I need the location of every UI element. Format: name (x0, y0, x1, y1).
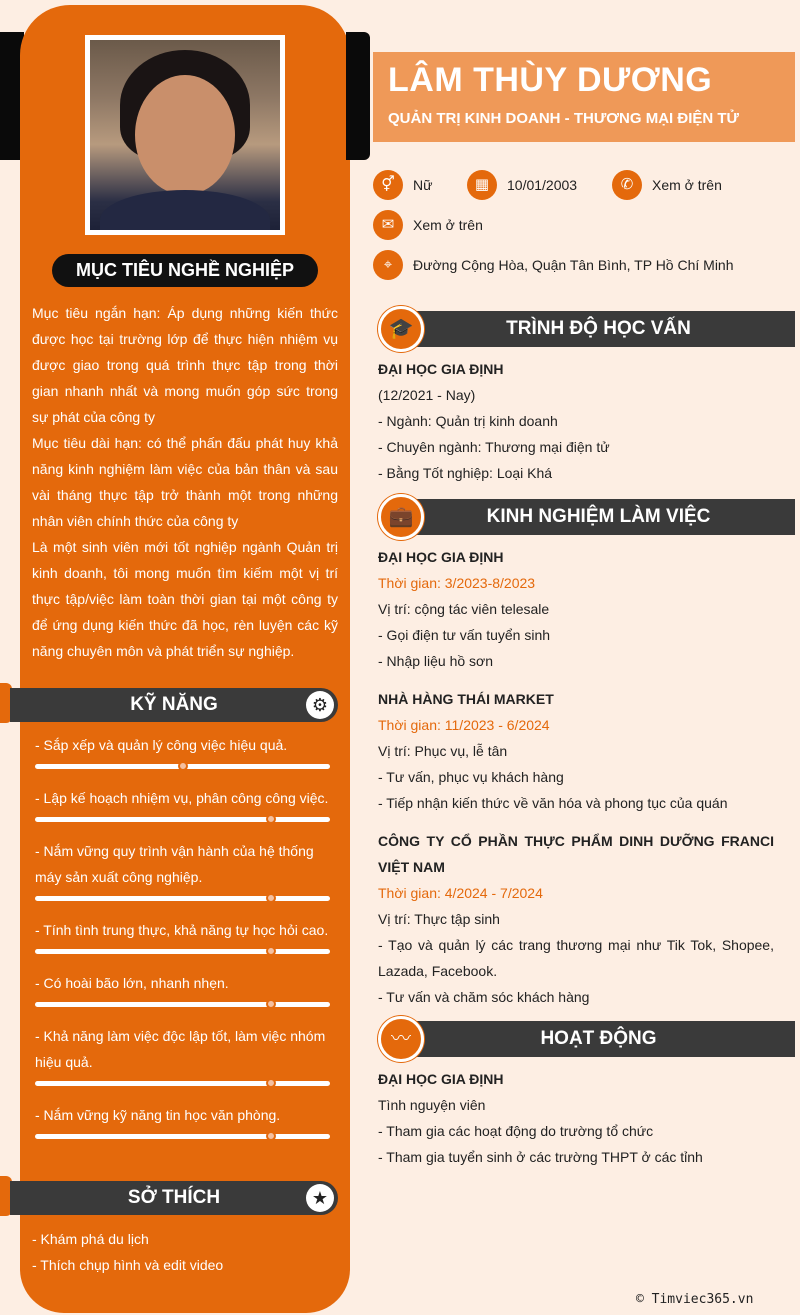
job-company: ĐẠI HỌC GIA ĐỊNH (378, 549, 504, 565)
activity-line: - Tham gia tuyển sinh ở các trường THPT ở các tỉnh (378, 1149, 703, 1165)
job-line: - Tạo và quản lý các trang thương mại như Tik Tok, Shopee, Lazada, Facebook. (378, 937, 774, 979)
experience-job (378, 544, 774, 674)
graduation-cap-icon: 🎓 (378, 306, 424, 352)
objective-text (32, 300, 338, 664)
skill-bar (35, 817, 330, 822)
candidate-name: LÂM THÙY DƯƠNG (388, 61, 713, 99)
job-time: Thời gian: 4/2024 - 7/2024 (378, 885, 543, 901)
job-line: - Nhập liệu hồ sơn (378, 653, 494, 669)
phone-value: Xem ở trên (652, 177, 722, 193)
skill-knob (266, 1078, 276, 1088)
hobbies-header (10, 1181, 338, 1215)
education-line: - Bằng Tốt nghiệp: Loại Khá (378, 465, 553, 481)
activity-line: Tình nguyện viên (378, 1097, 486, 1113)
skill-knob (178, 761, 188, 771)
activities-section (378, 1066, 774, 1170)
skill-knob (266, 946, 276, 956)
avatar (85, 35, 285, 235)
briefcase-icon: 💼 (378, 494, 424, 540)
education-line: - Chuyên ngành: Thương mại điện tử (378, 439, 610, 455)
email-icon: ✉ (373, 210, 403, 240)
activity-pulse-icon: 〰 (378, 1016, 424, 1062)
experience-job (378, 686, 774, 816)
phone-icon: ✆ (612, 170, 642, 200)
email-value: Xem ở trên (413, 217, 483, 233)
skill-bar (35, 949, 330, 954)
candidate-role: QUẢN TRỊ KINH DOANH - THƯƠNG MẠI ĐIỆN TỬ (388, 110, 739, 127)
activities-header (410, 1021, 795, 1057)
hobby-item: - Thích chụp hình và edit video (32, 1257, 224, 1273)
objective-paragraph: Mục tiêu dài hạn: có thể phấn đấu phát huy khả năng kinh nghiệm làm việc của bản thân và sau vài tháng thực tập trở thành một trong những nhân viên chính thức của công ty (32, 435, 338, 529)
skill-bar (35, 1081, 330, 1086)
objective-paragraph: Là một sinh viên mới tốt nghiệp ngành Quản trị kinh doanh, tôi mong muốn tìm kiếm một vị trí thực tập/việc làm toàn thời gian tại một công ty để ứng dụng kiến thức đã học, rèn luyện các kỹ năng chuyên môn và phát triển sự nghiệp. (32, 539, 338, 659)
skill-knob (266, 814, 276, 824)
job-time: Thời gian: 3/2023-8/2023 (378, 575, 536, 591)
objective-title: MỤC TIÊU NGHỀ NGHIỆP (52, 254, 318, 287)
activities-title: HOẠT ĐỘNG (540, 1028, 657, 1049)
skill-knob (266, 893, 276, 903)
decor-bar-right (346, 32, 370, 160)
address-value: Đường Cộng Hòa, Quận Tân Bình, TP Hồ Chí Minh (413, 257, 734, 273)
star-icon: ★ (306, 1184, 334, 1212)
gender-icon: ⚥ (373, 170, 403, 200)
job-line: Vị trí: cộng tác viên telesale (378, 601, 550, 617)
skill-item: - Có hoài bão lớn, nhanh nhẹn. (35, 975, 229, 991)
job-line: - Tư vấn, phục vụ khách hàng (378, 769, 564, 785)
skill-bar (35, 1002, 330, 1007)
activity-line: - Tham gia các hoạt động do trường tổ chức (378, 1123, 654, 1139)
skill-bar (35, 764, 330, 769)
name-header (373, 52, 795, 142)
calendar-icon: ▦ (467, 170, 497, 200)
education-period: (12/2021 - Nay) (378, 387, 476, 403)
job-company: CÔNG TY CỔ PHẦN THỰC PHẨM DINH DƯỠNG FRANCI VIỆT NAM (378, 833, 774, 875)
activities-org: ĐẠI HỌC GIA ĐỊNH (378, 1071, 504, 1087)
experience-job (378, 828, 774, 1010)
email-info (373, 210, 483, 240)
job-line: Vị trí: Thực tập sinh (378, 911, 500, 927)
job-line: - Tiếp nhận kiến thức về văn hóa và phong tục của quán (378, 795, 728, 811)
gender-info (373, 170, 432, 200)
education-title: TRÌNH ĐỘ HỌC VẤN (506, 318, 691, 339)
skill-knob (266, 999, 276, 1009)
job-line: - Gọi điện tư vấn tuyển sinh (378, 627, 551, 643)
education-school: ĐẠI HỌC GIA ĐỊNH (378, 361, 504, 377)
experience-title: KINH NGHIỆM LÀM VIỆC (486, 506, 711, 527)
skills-title: KỸ NĂNG (130, 694, 218, 715)
gender-value: Nữ (413, 177, 433, 193)
skills-header (10, 688, 338, 722)
hobbies-title: SỞ THÍCH (127, 1187, 221, 1208)
footer-credit: © Timviec365.vn (636, 1292, 754, 1307)
dob-value: 10/01/2003 (507, 177, 578, 193)
education-header (410, 311, 795, 347)
phone-info (612, 170, 722, 200)
skill-item: - Lập kế hoạch nhiệm vụ, phân công công việc. (35, 790, 329, 806)
skill-item: - Sắp xếp và quản lý công việc hiệu quả. (35, 737, 288, 753)
dob-info (467, 170, 577, 200)
skill-item: - Nắm vững kỹ năng tin học văn phòng. (35, 1107, 281, 1123)
hobby-item: - Khám phá du lịch (32, 1231, 149, 1247)
skill-item: - Nắm vững quy trình vận hành của hệ thống máy sản xuất công nghiệp. (35, 843, 314, 885)
job-line: - Tư vấn và chăm sóc khách hàng (378, 989, 590, 1005)
education-line: - Ngành: Quản trị kinh doanh (378, 413, 558, 429)
skill-item: - Tính tình trung thực, khả năng tự học hỏi cao. (35, 922, 329, 938)
skill-bar (35, 1134, 330, 1139)
job-company: NHÀ HÀNG THÁI MARKET (378, 691, 554, 707)
location-icon: ⌖ (373, 250, 403, 280)
address-info (373, 250, 734, 280)
education-section (378, 356, 774, 486)
skill-bar (35, 896, 330, 901)
skill-item: - Khả năng làm việc độc lập tốt, làm việc nhóm hiệu quả. (35, 1028, 326, 1070)
job-time: Thời gian: 11/2023 - 6/2024 (378, 717, 550, 733)
job-line: Vị trí: Phục vụ, lễ tân (378, 743, 508, 759)
objective-paragraph: Mục tiêu ngắn hạn: Áp dụng những kiến thức được học tại trường lớp để thực hiện nhiệm vụ được giao trong quá trình thực tập trong thời gian nhanh nhất và mong muốn góp sức trong sự phát của công ty (32, 305, 338, 425)
experience-header (410, 499, 795, 535)
gear-icon: ⚙ (306, 691, 334, 719)
skill-knob (266, 1131, 276, 1141)
